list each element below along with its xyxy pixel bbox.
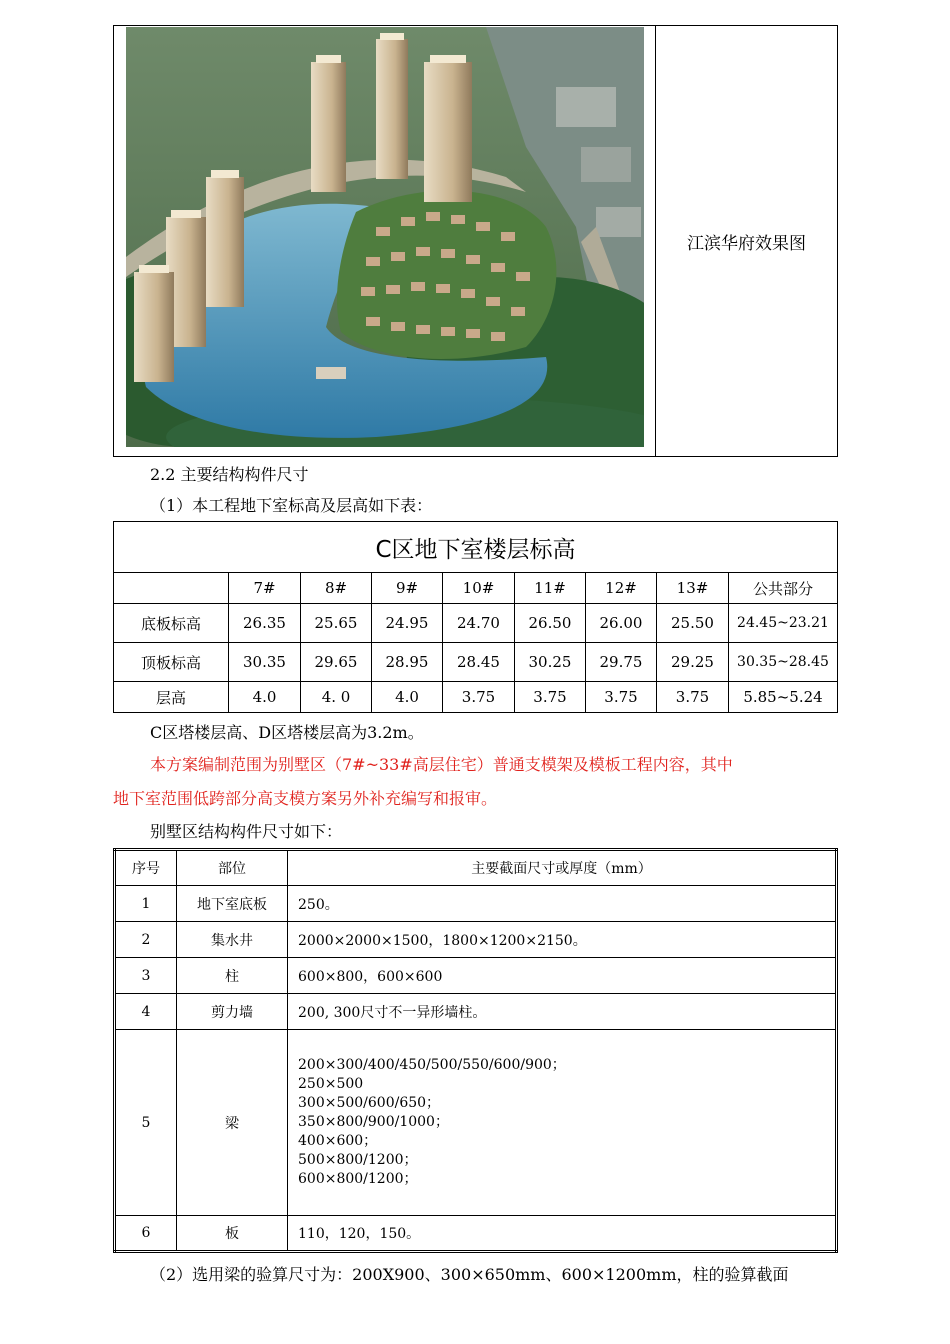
table-row [114, 682, 838, 713]
table-row [115, 922, 837, 958]
table-cell: 30.35~28.45 [729, 643, 838, 682]
table-row [114, 643, 838, 682]
table-row [115, 994, 837, 1030]
table-row [114, 604, 838, 643]
row-part: 柱 [177, 958, 288, 994]
beam-size-line: 500×800/1200； [298, 1152, 418, 1168]
header-cell: 公共部分 [729, 573, 838, 604]
table-cell: 24.95 [372, 604, 443, 643]
row-part: 梁 [177, 1030, 288, 1216]
table-row [115, 958, 837, 994]
row-number: 4 [115, 994, 177, 1030]
row-size: 250。 [288, 886, 837, 922]
table-cell: 3.75 [657, 682, 729, 713]
beam-size-line: 400×600； [298, 1133, 378, 1149]
header-cell: 部位 [177, 850, 288, 886]
header-cell: 8# [301, 573, 372, 604]
row-label: 顶板标高 [114, 643, 229, 682]
beam-size-line: 200×300/400/450/500/550/600/900； [298, 1057, 566, 1073]
row-size-beam [288, 1030, 837, 1216]
table-header-row [114, 573, 838, 604]
table-cell: 30.25 [515, 643, 586, 682]
beam-size-line: 600×800/1200； [298, 1171, 418, 1187]
table-row [115, 886, 837, 922]
row-size: 2000×2000×1500，1800×1200×2150。 [288, 922, 837, 958]
table-cell: 5.85~5.24 [729, 682, 838, 713]
table-cell: 4.0 [229, 682, 301, 713]
row-size: 110，120，150。 [288, 1216, 837, 1252]
table-cell: 24.70 [443, 604, 515, 643]
row-number: 6 [115, 1216, 177, 1252]
row-part: 剪力墙 [177, 994, 288, 1030]
red-paragraph-line1: 本方案编制范围为别墅区（7#~33#高层住宅）普通支模架及模板工程内容，其中 [150, 755, 733, 774]
header-cell: 13# [657, 573, 729, 604]
table-cell: 25.50 [657, 604, 729, 643]
header-cell: 10# [443, 573, 515, 604]
table-header-row [115, 850, 837, 886]
table-cell: 29.75 [586, 643, 657, 682]
row-number: 5 [115, 1030, 177, 1216]
beam-size-line: 250×500 [298, 1076, 364, 1092]
table-cell: 29.65 [301, 643, 372, 682]
row-part: 板 [177, 1216, 288, 1252]
table-cell: 3.75 [515, 682, 586, 713]
building-rendering-icon [126, 27, 644, 447]
table-cell: 29.25 [657, 643, 729, 682]
table-cell: 26.00 [586, 604, 657, 643]
row-number: 3 [115, 958, 177, 994]
header-cell: 11# [515, 573, 586, 604]
intro-line: （1）本工程地下室标高及层高如下表： [150, 496, 433, 515]
row-number: 2 [115, 922, 177, 958]
table-cell: 3.75 [586, 682, 657, 713]
villa-intro: 别墅区结构构件尺寸如下： [150, 822, 343, 841]
header-cell [114, 573, 229, 604]
row-size: 200, 300尺寸不一异形墙柱。 [288, 994, 837, 1030]
table-cell: 28.95 [372, 643, 443, 682]
row-number: 1 [115, 886, 177, 922]
beam-size-line: 300×500/600/650； [298, 1095, 441, 1111]
table-cell: 4. 0 [301, 682, 372, 713]
note-line: C区塔楼层高、D区塔楼层高为3.2m。 [150, 723, 424, 742]
table-cell: 30.35 [229, 643, 301, 682]
elevation-table-title: C区地下室楼层标高 [114, 522, 838, 573]
header-cell: 9# [372, 573, 443, 604]
header-cell: 序号 [115, 850, 177, 886]
section-heading: 2.2 主要结构构件尺寸 [150, 465, 309, 484]
table-cell: 28.45 [443, 643, 515, 682]
table-cell: 24.45~23.21 [729, 604, 838, 643]
table-cell: 25.65 [301, 604, 372, 643]
table-row [115, 1030, 837, 1216]
table-cell: 26.35 [229, 604, 301, 643]
row-part: 集水井 [177, 922, 288, 958]
rendering-caption: 江滨华府效果图 [687, 233, 806, 254]
table-cell: 26.50 [515, 604, 586, 643]
row-size: 600×800，600×600 [288, 958, 837, 994]
row-part: 地下室底板 [177, 886, 288, 922]
rendering-table [113, 25, 838, 457]
header-cell: 7# [229, 573, 301, 604]
table-row [115, 1216, 837, 1252]
bottom-line: （2）选用梁的验算尺寸为：200X900、300×650mm、600×1200mm，柱的验算截面 [150, 1265, 789, 1284]
table-cell: 4.0 [372, 682, 443, 713]
beam-size-line: 350×800/900/1000； [298, 1114, 449, 1130]
elevation-table [113, 521, 838, 713]
villa-structure-table [113, 848, 838, 1253]
red-paragraph-line2: 地下室范围低跨部分高支模方案另外补充编写和报审。 [113, 789, 498, 808]
header-cell: 12# [586, 573, 657, 604]
header-cell: 主要截面尺寸或厚度（mm） [288, 850, 837, 886]
row-label: 层高 [114, 682, 229, 713]
table-cell: 3.75 [443, 682, 515, 713]
row-label: 底板标高 [114, 604, 229, 643]
